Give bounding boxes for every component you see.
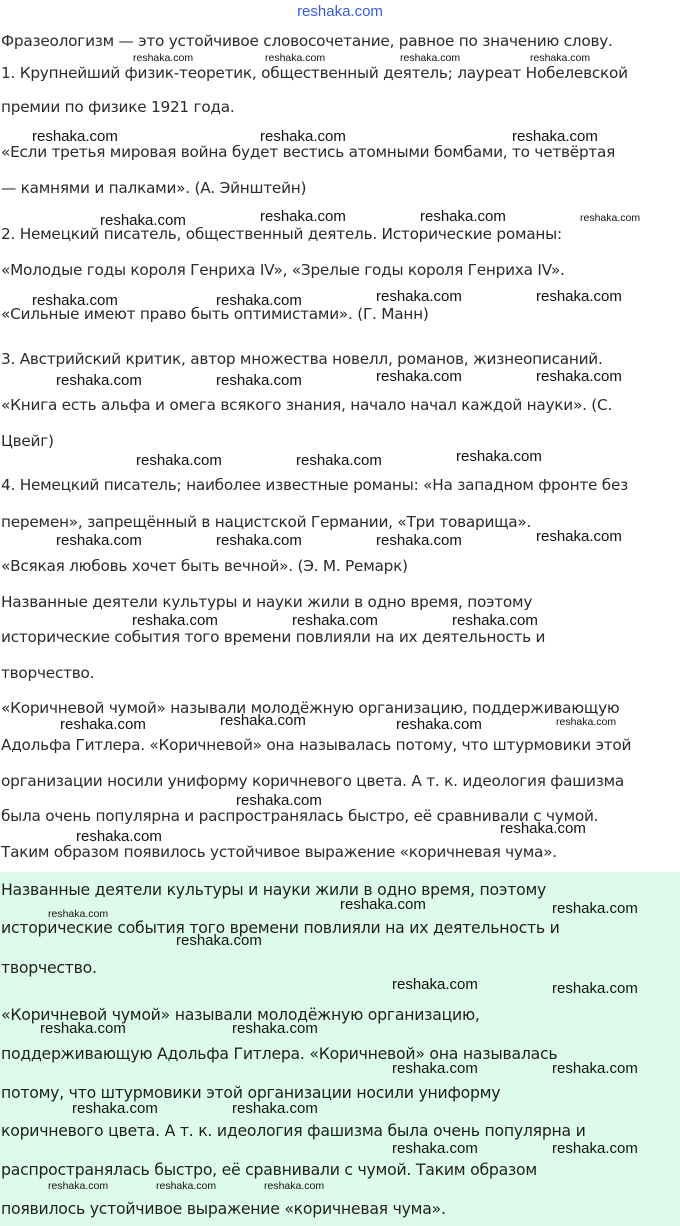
text-line: организации носили униформу коричневого цвета. А т. к. идеология фашизма bbox=[1, 772, 624, 790]
watermark: reshaka.com bbox=[133, 52, 194, 64]
watermark: reshaka.com bbox=[236, 792, 322, 809]
watermark: reshaka.com bbox=[32, 128, 118, 145]
text-line: Фразеологизм — это устойчивое словосочетание, равное по значению слову. bbox=[1, 32, 613, 50]
watermark: reshaka.com bbox=[56, 372, 142, 389]
watermark: reshaka.com bbox=[216, 372, 302, 389]
watermark: reshaka.com bbox=[552, 900, 638, 917]
watermark: reshaka.com bbox=[156, 1180, 217, 1192]
watermark: reshaka.com bbox=[376, 532, 462, 549]
answer-line: исторические события того времени повлияли на их деятельность и bbox=[1, 918, 560, 937]
watermark: reshaka.com bbox=[420, 208, 506, 225]
site-header-link[interactable]: reshaka.com bbox=[297, 3, 383, 20]
answer-line: появилось устойчивое выражение «коричневая чума». bbox=[1, 1199, 446, 1218]
watermark: reshaka.com bbox=[220, 712, 306, 729]
text-line: «Если третья мировая война будет вестись атомными бомбами, то четвёртая bbox=[1, 143, 616, 161]
watermark: reshaka.com bbox=[40, 1020, 126, 1037]
watermark: reshaka.com bbox=[536, 368, 622, 385]
watermark: reshaka.com bbox=[260, 208, 346, 225]
text-line: «Книга есть альфа и омега всякого знания, начало начал каждой науки». (С. bbox=[1, 396, 613, 414]
text-line: Названные деятели культуры и науки жили в одно время, поэтому bbox=[1, 593, 533, 611]
watermark: reshaka.com bbox=[56, 532, 142, 549]
answer-line: Названные деятели культуры и науки жили в одно время, поэтому bbox=[1, 880, 547, 899]
watermark: reshaka.com bbox=[340, 896, 426, 913]
watermark: reshaka.com bbox=[500, 820, 586, 837]
answer-line: «Коричневой чумой» называли молодёжную организацию, bbox=[1, 1005, 480, 1024]
text-line: перемен», запрещённый в нацистской Германии, «Три товарища». bbox=[1, 513, 532, 531]
watermark: reshaka.com bbox=[556, 716, 617, 728]
watermark: reshaka.com bbox=[392, 976, 478, 993]
watermark: reshaka.com bbox=[265, 52, 326, 64]
text-line: 4. Немецкий писатель; наиболее известные романы: «На западном фронте без bbox=[1, 476, 629, 494]
text-line: 3. Австрийский критик, автор множества новелл, романов, жизнеописаний. bbox=[1, 350, 603, 368]
watermark: reshaka.com bbox=[48, 908, 109, 920]
watermark: reshaka.com bbox=[76, 828, 162, 845]
watermark: reshaka.com bbox=[260, 128, 346, 145]
watermark: reshaka.com bbox=[396, 716, 482, 733]
watermark: reshaka.com bbox=[216, 292, 302, 309]
answer-line: творчество. bbox=[1, 958, 97, 977]
text-line: «Коричневой чумой» называли молодёжную организацию, поддерживающую bbox=[1, 699, 620, 717]
watermark: reshaka.com bbox=[552, 1060, 638, 1077]
watermark: reshaka.com bbox=[580, 212, 641, 224]
text-line: — камнями и палками». (А. Эйнштейн) bbox=[1, 179, 307, 197]
answer-line: потому, что штурмовики этой организации носили униформу bbox=[1, 1083, 501, 1102]
text-line: Цвейг) bbox=[1, 432, 54, 450]
watermark: reshaka.com bbox=[176, 932, 262, 949]
watermark: reshaka.com bbox=[72, 1100, 158, 1117]
watermark: reshaka.com bbox=[376, 288, 462, 305]
answer-line: распространялась быстро, её сравнивали с чумой. Таким образом bbox=[1, 1160, 537, 1179]
answer-box bbox=[0, 872, 680, 1226]
watermark: reshaka.com bbox=[136, 452, 222, 469]
text-line: была очень популярна и распространялась быстро, её сравнивали с чумой. bbox=[1, 807, 599, 825]
watermark: reshaka.com bbox=[552, 980, 638, 997]
answer-line: поддерживающую Адольфа Гитлера. «Коричневой» она называлась bbox=[1, 1044, 558, 1063]
text-line: творчество. bbox=[1, 664, 95, 682]
watermark: reshaka.com bbox=[232, 1020, 318, 1037]
watermark: reshaka.com bbox=[512, 128, 598, 145]
text-line: «Всякая любовь хочет быть вечной». (Э. М. Ремарк) bbox=[1, 557, 408, 575]
text-line: 1. Крупнейший физик-теоретик, общественный деятель; лауреат Нобелевской bbox=[1, 64, 628, 82]
watermark: reshaka.com bbox=[392, 1060, 478, 1077]
watermark: reshaka.com bbox=[536, 288, 622, 305]
watermark: reshaka.com bbox=[552, 1140, 638, 1157]
text-line: Таким образом появилось устойчивое выражение «коричневая чума». bbox=[1, 843, 557, 861]
text-line: 2. Немецкий писатель, общественный деятель. Исторические романы: bbox=[1, 225, 562, 243]
watermark: reshaka.com bbox=[456, 448, 542, 465]
watermark: reshaka.com bbox=[232, 1100, 318, 1117]
watermark: reshaka.com bbox=[376, 368, 462, 385]
watermark: reshaka.com bbox=[216, 532, 302, 549]
text-line: «Сильные имеют право быть оптимистами». (Г. Манн) bbox=[1, 305, 429, 323]
watermark: reshaka.com bbox=[452, 612, 538, 629]
text-line: «Молодые годы короля Генриха IV», «Зрелые годы короля Генриха IV». bbox=[1, 261, 565, 279]
text-line: исторические события того времени повлияли на их деятельность и bbox=[1, 628, 546, 646]
watermark: reshaka.com bbox=[392, 1140, 478, 1157]
text-line: Адольфа Гитлера. «Коричневой» она называлась потому, что штурмовики этой bbox=[1, 736, 632, 754]
watermark: reshaka.com bbox=[60, 716, 146, 733]
watermark: reshaka.com bbox=[400, 52, 461, 64]
watermark: reshaka.com bbox=[32, 292, 118, 309]
watermark: reshaka.com bbox=[536, 528, 622, 545]
watermark: reshaka.com bbox=[48, 1180, 109, 1192]
watermark: reshaka.com bbox=[264, 1180, 325, 1192]
answer-line: коричневого цвета. А т. к. идеология фашизма была очень популярна и bbox=[1, 1121, 586, 1140]
watermark: reshaka.com bbox=[296, 452, 382, 469]
watermark: reshaka.com bbox=[100, 212, 186, 229]
watermark: reshaka.com bbox=[132, 612, 218, 629]
watermark: reshaka.com bbox=[530, 52, 591, 64]
text-line: премии по физике 1921 года. bbox=[1, 98, 235, 116]
watermark: reshaka.com bbox=[292, 612, 378, 629]
